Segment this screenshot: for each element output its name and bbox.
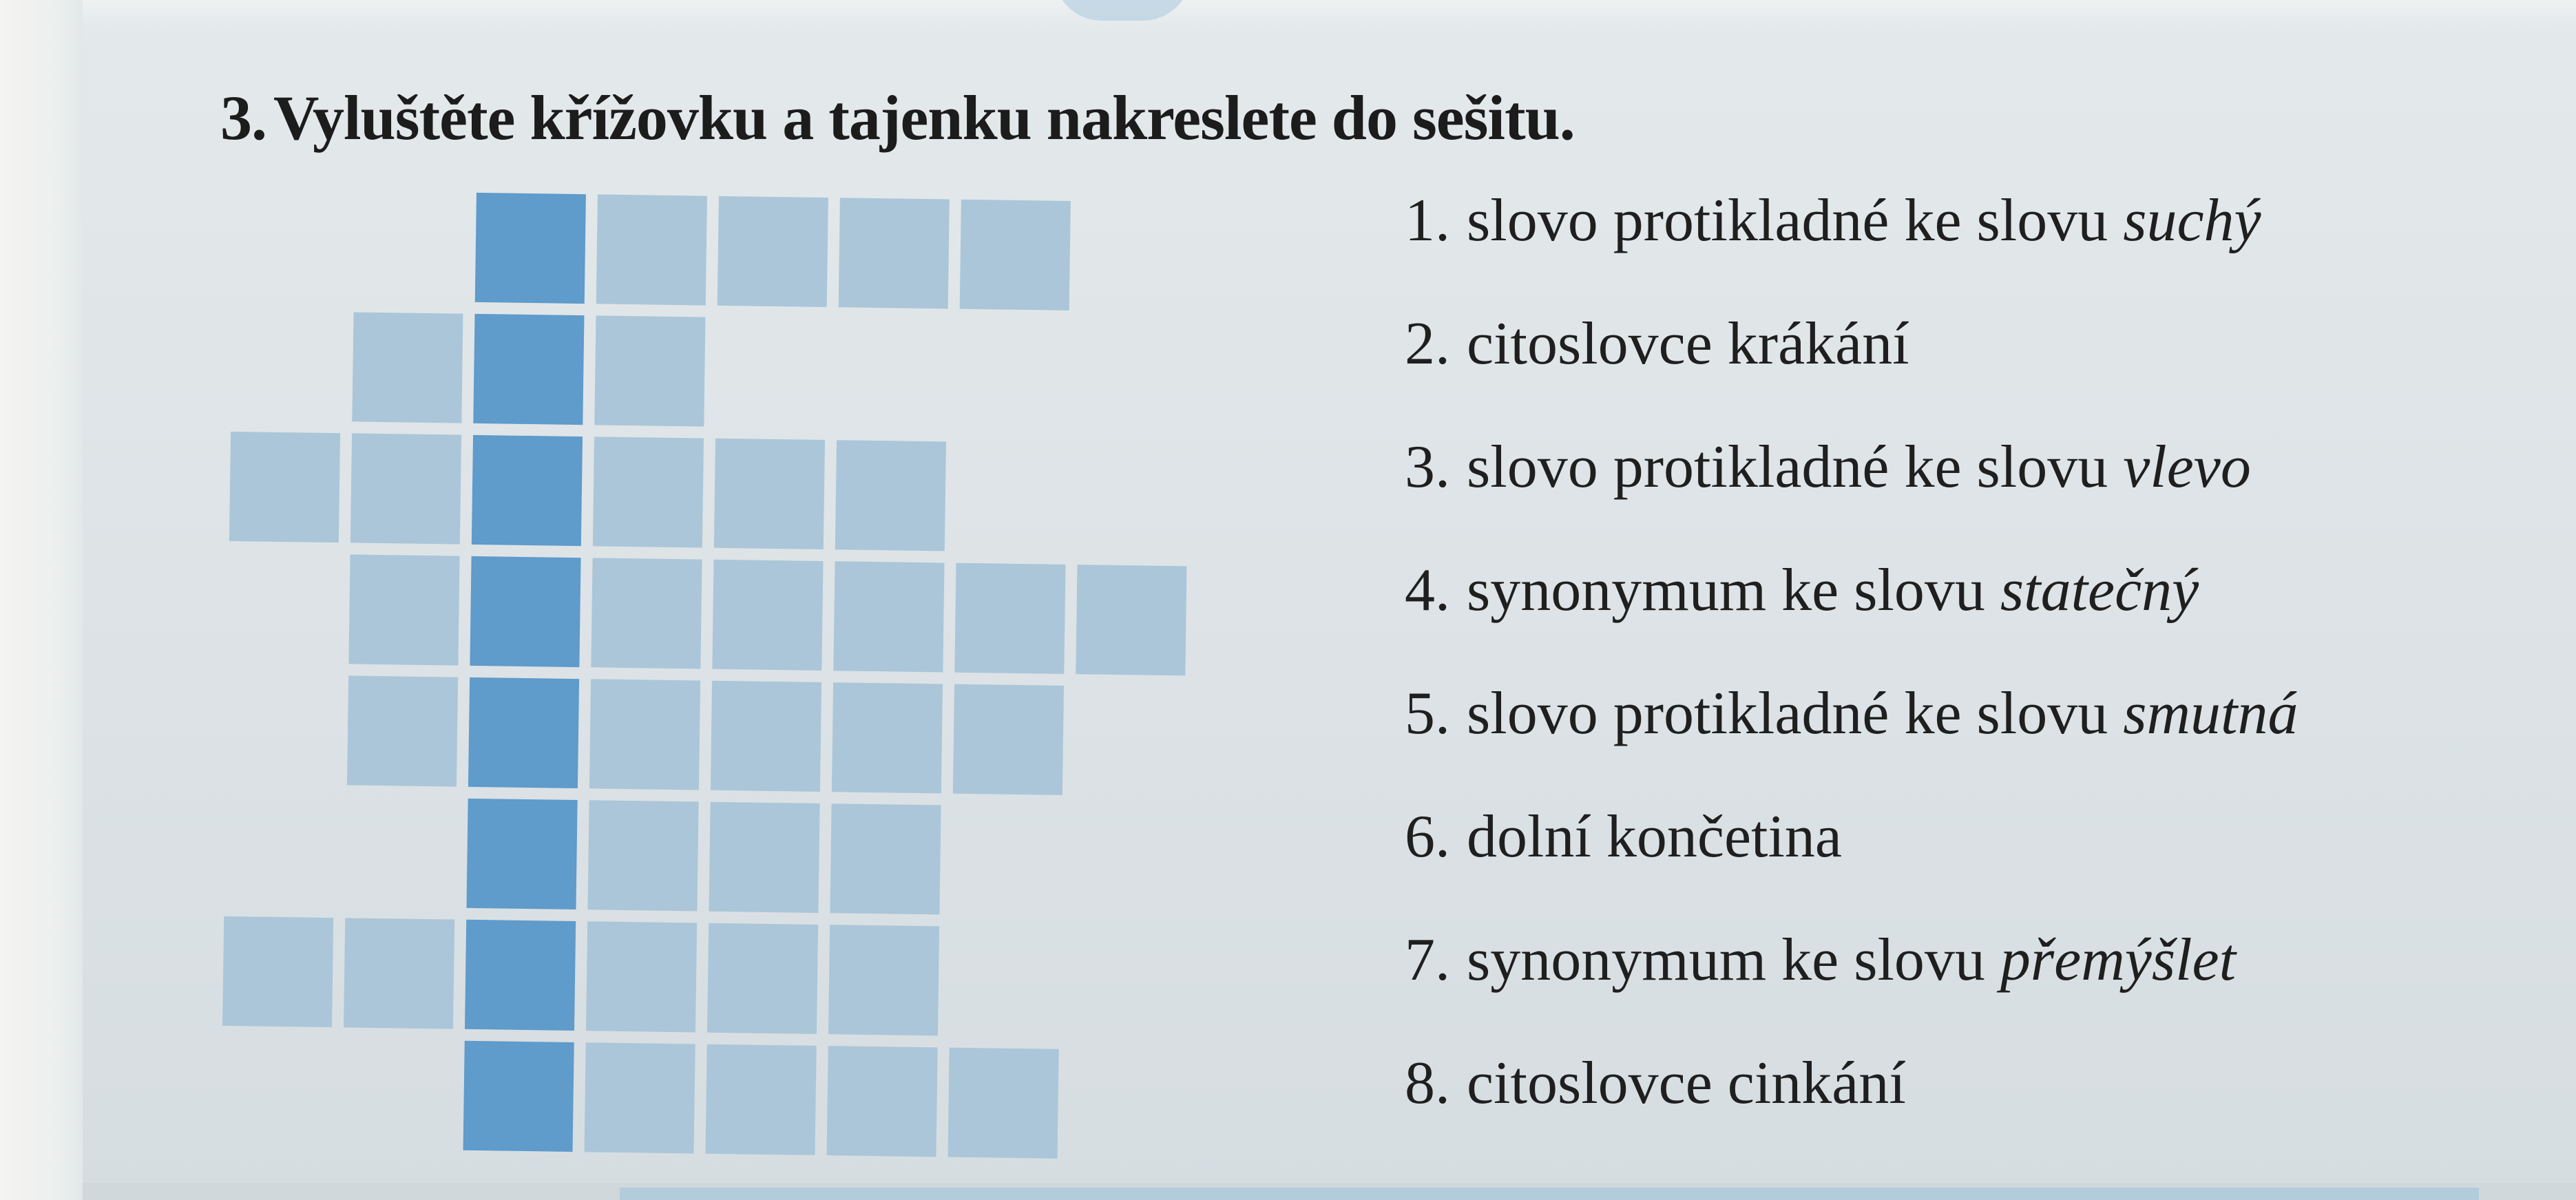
clue-number: 7.	[1405, 927, 1450, 993]
crossword-secret-cell	[468, 677, 579, 788]
crossword-cell	[591, 558, 702, 669]
crossword-cell	[826, 1046, 937, 1157]
crossword-cell	[830, 803, 941, 914]
crossword-cell	[709, 802, 819, 913]
crossword-secret-cell	[472, 435, 583, 546]
clue-emphasis: suchý	[2123, 187, 2261, 254]
clue-item-7	[1405, 925, 2236, 995]
crossword-secret-cell	[463, 1041, 574, 1152]
crossword-cell	[835, 440, 946, 551]
page-margin	[0, 0, 83, 1200]
exercise-title: Vyluštěte křížovku a tajenku nakreslete do sešitu.	[273, 83, 1575, 153]
crossword-cell	[593, 436, 704, 547]
clue-item-6	[1405, 802, 1842, 872]
clue-text: dolní končetina	[1467, 803, 1842, 870]
next-section-rule	[620, 1188, 2479, 1200]
clue-emphasis: vlevo	[2123, 434, 2251, 501]
crossword-cell	[350, 433, 461, 544]
clue-text: synonymum ke slovu	[1467, 927, 2000, 993]
crossword-cell	[347, 675, 458, 786]
crossword-cell	[707, 923, 818, 1034]
crossword-secret-cell	[473, 314, 584, 425]
clue-number: 1.	[1405, 187, 1450, 254]
clue-item-8	[1405, 1049, 1906, 1118]
clue-text: slovo protikladné ke slovu	[1467, 187, 2124, 254]
clue-text: citoslovce cinkání	[1467, 1050, 1906, 1117]
crossword-cell	[222, 916, 333, 1027]
crossword-cell	[712, 560, 823, 671]
crossword-cell	[947, 1048, 1058, 1159]
clue-item-2	[1405, 309, 1909, 379]
crossword-cell	[587, 800, 698, 911]
crossword-cell	[585, 1042, 695, 1153]
clue-number: 8.	[1405, 1050, 1450, 1117]
clue-text: citoslovce krákání	[1467, 310, 1909, 377]
crossword-cell	[954, 563, 1065, 674]
crossword-cell	[718, 196, 828, 307]
crossword-cell	[229, 432, 340, 543]
clue-item-4	[1405, 556, 2199, 625]
crossword-cell	[594, 315, 705, 426]
clue-emphasis: statečný	[2000, 557, 2199, 624]
crossword-cell	[833, 561, 944, 672]
page-top-edge	[83, 0, 2576, 28]
crossword-cell	[344, 918, 454, 1029]
crossword-cell	[711, 681, 821, 792]
clue-text: synonymum ke slovu	[1467, 557, 2000, 624]
crossword-cell	[714, 439, 825, 549]
crossword-secret-cell	[466, 799, 577, 909]
clue-item-1	[1405, 186, 2261, 255]
exercise-heading	[220, 81, 1575, 154]
crossword-cell	[348, 554, 459, 665]
crossword-cell	[828, 925, 939, 1035]
clue-item-3	[1405, 432, 2251, 502]
crossword-secret-cell	[475, 193, 586, 304]
crossword-grid	[221, 189, 1308, 1155]
clue-emphasis: přemýšlet	[2000, 927, 2237, 993]
clue-number: 3.	[1405, 434, 1450, 501]
crossword-cell	[832, 682, 943, 793]
clue-item-5	[1405, 679, 2298, 748]
clue-number: 4.	[1405, 557, 1450, 624]
crossword-secret-cell	[465, 920, 576, 1031]
crossword-cell	[953, 684, 1064, 795]
clue-number: 6.	[1405, 803, 1450, 870]
clue-number: 5.	[1405, 680, 1450, 747]
crossword-cell	[596, 194, 707, 305]
crossword-secret-cell	[470, 556, 580, 667]
clue-emphasis: smutná	[2123, 680, 2298, 747]
crossword-cell	[589, 679, 700, 790]
crossword-cell	[839, 198, 950, 308]
crossword-cell	[586, 921, 697, 1032]
crossword-cell	[706, 1044, 817, 1155]
crossword-cell	[1076, 565, 1186, 675]
exercise-number: 3.	[220, 83, 266, 153]
clue-number: 2.	[1405, 310, 1450, 377]
clue-text: slovo protikladné ke slovu	[1467, 680, 2124, 747]
crossword-cell	[352, 312, 463, 423]
crossword-cell	[960, 200, 1071, 310]
clue-text: slovo protikladné ke slovu	[1467, 434, 2124, 501]
